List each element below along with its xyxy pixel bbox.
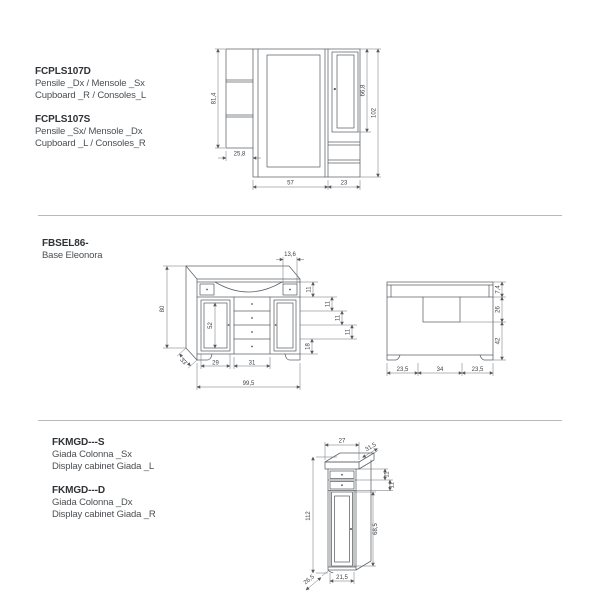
drawer-knob <box>251 331 253 333</box>
door-knob <box>228 324 230 326</box>
product-entry <box>35 114 146 149</box>
dim-bottom-width: 21,5 <box>336 574 348 581</box>
product-info-middle <box>42 238 102 275</box>
base-unit-technical-drawing <box>155 245 520 395</box>
product-desc-en: Cupboard _L / Consoles_R <box>35 137 146 149</box>
product-code: FKMGD---D <box>52 485 105 497</box>
cupboard-technical-drawing <box>205 25 395 200</box>
product-entry <box>52 485 156 520</box>
dim-drawer3-height: 11 <box>345 328 352 336</box>
dim-band-height: 11 <box>306 286 313 293</box>
dim-bottom-height: 18 <box>305 343 312 350</box>
dim-right-width: 23 <box>340 180 348 187</box>
dim-drawer1-height: 11 <box>384 471 391 478</box>
cupboard-dimensions <box>212 49 382 190</box>
door-knob <box>350 528 352 530</box>
column-structure <box>325 453 374 573</box>
dim-height: 80 <box>160 305 167 313</box>
dim-top-depth: 31,5 <box>364 442 378 454</box>
dim-mid-width: 31 <box>248 360 256 367</box>
section-divider-1 <box>38 215 562 216</box>
product-desc-it: Base Eleonora <box>42 250 103 261</box>
dim-door-height: 68,5 <box>372 523 379 535</box>
dim-depth-mid: 34 <box>436 367 444 373</box>
product-info-bottom <box>52 437 156 533</box>
drawer-knob <box>206 289 208 291</box>
product-desc-en: Cupboard _R / Consoles_L <box>35 89 146 101</box>
product-desc-en: Display cabinet Giada _R <box>52 508 156 520</box>
drawer-knob <box>251 317 253 319</box>
dim-shelf-height: 81,4 <box>211 92 218 105</box>
dim-total-width: 99,5 <box>242 381 255 387</box>
drawer-knob <box>251 303 253 305</box>
product-desc-it: Pensile _Sx/ Mensole _Dx <box>35 126 143 138</box>
dim-top-drawer-width: 13,6 <box>284 252 296 258</box>
dim-side-bottom: 42 <box>495 337 502 345</box>
dim-drawer1-height: 11 <box>325 300 332 308</box>
door-knob <box>334 88 336 90</box>
dim-side-mid: 26 <box>495 306 502 313</box>
display-column-technical-drawing <box>285 420 425 600</box>
dim-depth-right: 23,5 <box>471 367 484 373</box>
dim-door-width: 57 <box>287 180 294 187</box>
product-desc-en: Display cabinet Giada _L <box>52 460 155 472</box>
dim-total-height: 102 <box>371 107 378 119</box>
product-desc-it: Pensile _Dx / Mensole _Sx <box>35 78 145 89</box>
dim-top-width: 27 <box>338 438 346 445</box>
door-knob <box>275 324 277 326</box>
dim-door-height: 52 <box>208 322 215 329</box>
base-back-dimensions <box>387 282 506 376</box>
dim-right-door-height: 66,8 <box>360 84 367 97</box>
dim-drawer2-height: 11 <box>389 482 396 489</box>
dim-shelf-width: 25,8 <box>233 151 246 158</box>
product-entry <box>35 66 146 101</box>
drawer-knob <box>251 346 253 348</box>
dim-depth-diag: 33 <box>178 357 188 367</box>
dim-bottom-depth: 26,5 <box>302 574 316 587</box>
dim-depth-left: 23,5 <box>396 367 409 373</box>
dim-side-top: 7,4 <box>495 285 502 294</box>
product-code: FBSEL86- <box>42 238 89 249</box>
product-info-top <box>35 66 146 162</box>
dim-drawer2-height: 11 <box>335 314 342 322</box>
drawer-knob <box>289 289 291 291</box>
cupboard-structure <box>226 49 360 177</box>
dim-height: 112 <box>306 511 312 521</box>
product-desc-it: Giada Colonna _Dx <box>52 497 133 509</box>
drawer-knob <box>341 484 343 486</box>
base-front-dimensions <box>160 252 357 390</box>
product-code: FCPLS107S <box>35 114 91 126</box>
dim-left-width: 29 <box>212 360 219 367</box>
product-entry <box>52 437 156 472</box>
product-desc-it: Giada Colonna _Sx <box>52 449 132 460</box>
drawer-knob <box>341 474 343 476</box>
product-code: FCPLS107D <box>35 66 91 77</box>
base-back-structure <box>387 282 493 360</box>
product-code: FKMGD---S <box>52 437 105 448</box>
product-entry <box>42 238 102 262</box>
